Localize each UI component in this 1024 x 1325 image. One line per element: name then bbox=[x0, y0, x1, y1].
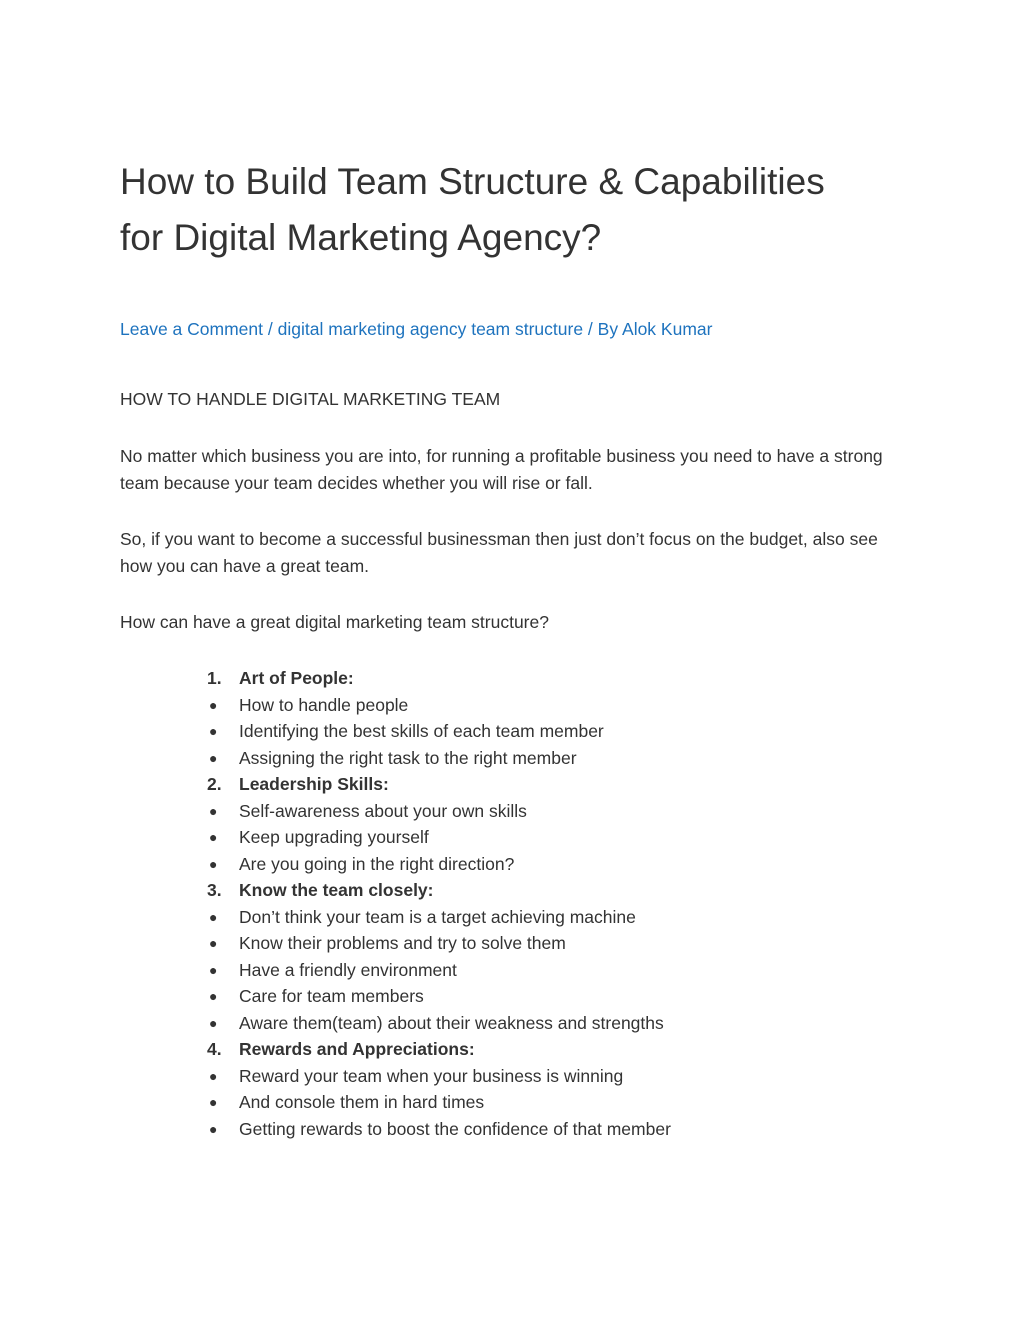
meta-separator: / bbox=[267, 319, 273, 339]
leave-comment-link[interactable]: Leave a Comment bbox=[120, 319, 263, 339]
bullet-icon: ● bbox=[209, 696, 218, 713]
meta-separator: / bbox=[587, 319, 593, 339]
paragraph-intro: No matter which business you are into, for running a profitable business you need to have a strong team because your team decides whether you will rise or fall. bbox=[120, 446, 883, 493]
list-item bbox=[207, 1116, 907, 1143]
list-item bbox=[207, 851, 907, 878]
post-meta bbox=[120, 316, 712, 342]
page-title bbox=[120, 154, 920, 266]
bullet-icon: ● bbox=[209, 1094, 218, 1110]
list-item-text: Care for team members bbox=[239, 986, 424, 1006]
list-item bbox=[207, 904, 907, 931]
list-number: 3. bbox=[207, 880, 222, 900]
list-item-text: Keep upgrading yourself bbox=[239, 827, 429, 847]
bullet-icon: ● bbox=[209, 723, 218, 739]
bullet-icon: ● bbox=[209, 1067, 218, 1084]
list-number: 4. bbox=[207, 1039, 222, 1059]
list-item-text: Reward your team when your business is winning bbox=[239, 1065, 624, 1086]
list-section-heading bbox=[207, 665, 907, 692]
bullet-icon: ● bbox=[209, 935, 218, 951]
list-item bbox=[207, 824, 907, 851]
bullet-icon: ● bbox=[209, 855, 218, 872]
list-item-text: Getting rewards to boost the confidence of that member bbox=[239, 1118, 671, 1139]
list-item-text: Are you going in the right direction? bbox=[239, 853, 515, 874]
list-section-heading bbox=[207, 877, 907, 904]
author-link[interactable]: Alok Kumar bbox=[622, 319, 713, 339]
list-item-text: Know their problems and try to solve them bbox=[239, 933, 566, 953]
bullet-icon: ● bbox=[209, 988, 218, 1004]
list-item-text: Have a friendly environment bbox=[239, 959, 457, 980]
list-item bbox=[207, 745, 907, 772]
list-item-text: Self-awareness about your own skills bbox=[239, 800, 527, 821]
category-link[interactable]: digital marketing agency team structure bbox=[277, 319, 584, 339]
list-item-text: Aware them(team) about their weakness and strengths bbox=[239, 1012, 664, 1033]
team-structure-list bbox=[207, 665, 907, 1142]
list-item bbox=[207, 957, 907, 984]
list-section-label: Know the team closely: bbox=[239, 880, 434, 900]
list-number: 2. bbox=[207, 774, 222, 794]
list-item bbox=[207, 1010, 907, 1037]
list-section-label: Rewards and Appreciations: bbox=[239, 1039, 475, 1059]
list-section-label: Art of People: bbox=[239, 668, 354, 688]
bullet-icon: ● bbox=[209, 1120, 218, 1137]
paragraph-question: How can have a great digital marketing team structure? bbox=[120, 612, 549, 632]
page-title-line-2: for Digital Marketing Agency? bbox=[120, 217, 602, 258]
list-item-text: Assigning the right task to the right member bbox=[239, 747, 577, 768]
list-item-text: How to handle people bbox=[239, 694, 409, 715]
list-item-text: Identifying the best skills of each team member bbox=[239, 721, 604, 741]
by-label: By bbox=[597, 319, 619, 339]
list-section-heading bbox=[207, 771, 907, 798]
list-item-text: And console them in hard times bbox=[239, 1092, 485, 1112]
list-number: 1. bbox=[207, 668, 222, 688]
list-item bbox=[207, 930, 907, 957]
page-title-line-1: How to Build Team Structure & Capabilities bbox=[120, 161, 825, 202]
list-section-heading bbox=[207, 1036, 907, 1063]
bullet-icon: ● bbox=[209, 829, 218, 845]
list-item bbox=[207, 1089, 907, 1116]
list-item bbox=[207, 983, 907, 1010]
bullet-icon: ● bbox=[209, 1014, 218, 1031]
list-item bbox=[207, 798, 907, 825]
list-item bbox=[207, 718, 907, 745]
section-heading: HOW TO HANDLE DIGITAL MARKETING TEAM bbox=[120, 389, 501, 409]
list-item-text: Don’t think your team is a target achieving machine bbox=[239, 906, 636, 927]
bullet-icon: ● bbox=[209, 802, 218, 819]
paragraph-budget: So, if you want to become a successful businessman then just don’t focus on the budget, also see how you can have a great team. bbox=[120, 529, 878, 576]
bullet-icon: ● bbox=[209, 749, 218, 766]
bullet-icon: ● bbox=[209, 908, 218, 925]
list-section-label: Leadership Skills: bbox=[239, 774, 389, 794]
bullet-icon: ● bbox=[209, 961, 218, 978]
list-item bbox=[207, 692, 907, 719]
list-item bbox=[207, 1063, 907, 1090]
